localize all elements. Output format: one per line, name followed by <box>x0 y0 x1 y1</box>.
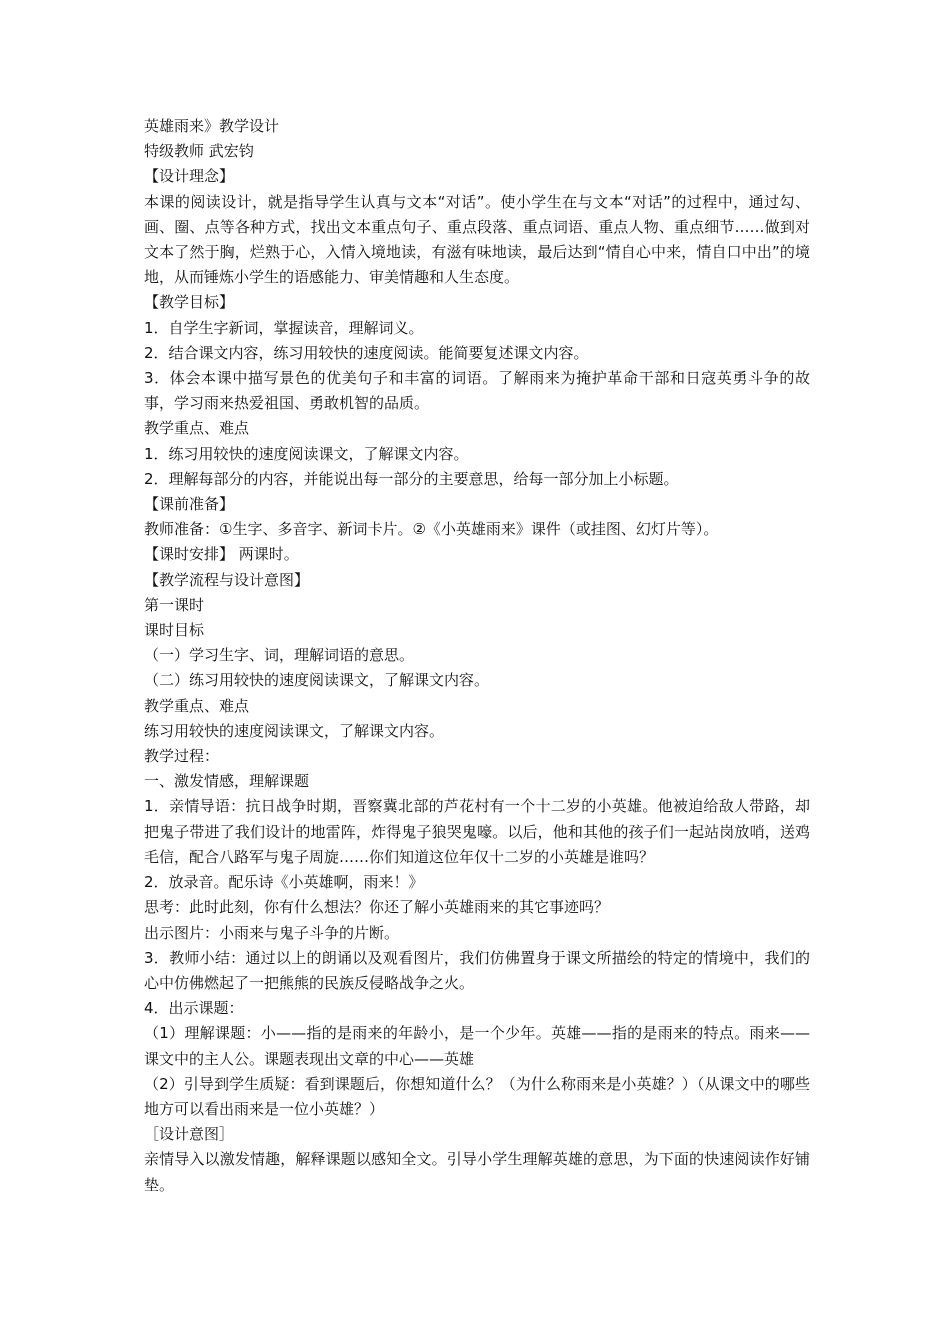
heading-process: 教学过程： <box>144 747 220 766</box>
key-point-item: 1．练习用较快的速度阅读课文，了解课文内容。 <box>144 444 469 463</box>
design-concept-paragraph: 本课的阅读设计，就是指导学生认真与文本“对话”。使小学生在与文本“对话”的过程中，通过勾、画、圈、点等各种方式，找出文本重点句子、重点段落、重点词语、重点人物、重点细节……做到对文本了然于胸，烂熟于心，入情入境地读，有滋有味地读，最后达到“情自心中来，情自口中出”的境地，从而锤炼小学生的语感能力、审美情趣和人生态度。 <box>144 192 810 287</box>
goal-item: 2．结合课文内容，练习用较快的速度阅读。能简要复述课文内容。 <box>144 343 589 362</box>
goal-item: 1．自学生字新词，掌握读音，理解词义。 <box>144 318 424 337</box>
heading-preparation: 【课前准备】 <box>144 495 235 514</box>
heading-lesson-goals: 课时目标 <box>144 621 205 640</box>
lesson-goal-item: （二）练习用较快的速度阅读课文，了解课文内容。 <box>144 671 490 690</box>
goal-item: 3．体会本课中描写景色的优美句子和丰富的词语。了解雨来为掩护革命干部和日寇英勇斗争的故事，学习雨来热爱祖国、勇敢机智的品质。 <box>144 369 810 413</box>
document-title: 英雄雨来》教学设计 <box>144 117 280 135</box>
lesson-goal-item: （一）学习生字、词，理解词语的意思。 <box>144 646 415 665</box>
step-paragraph: 2．放录音。配乐诗《小英雄啊，雨来！》 <box>144 873 424 892</box>
heading-design-intent: ［设计意图］ <box>144 1125 235 1144</box>
step-paragraph: 4．出示课题： <box>144 999 244 1018</box>
lesson-one-label: 第一课时 <box>144 595 205 614</box>
sub-step-paragraph: （1）理解课题：小——指的是雨来的年龄小，是一个少年。英雄——指的是雨来的特点。雨来——课文中的主人公。课题表现出文章的中心——英雄 <box>144 1024 810 1068</box>
heading-design-concept: 【设计理念】 <box>144 167 235 186</box>
lesson-key-text: 练习用较快的速度阅读课文，了解课文内容。 <box>144 721 445 740</box>
step-paragraph: 1．亲情导语：抗日战争时期，晋察冀北部的芦花村有一个十二岁的小英雄。他被迫给敌人带路，却把鬼子带进了我们设计的地雷阵，炸得鬼子狼哭鬼嚎。以后，他和其他的孩子们一起站岗放哨，送鸡毛信，配合八路军与鬼子周旋……你们知道这位年仅十二岁的小英雄是谁吗？ <box>144 797 810 866</box>
design-intent-paragraph: 亲情导入以激发情趣，解释课题以感知全文。引导小学生理解英雄的意思，为下面的快速阅读作好铺垫。 <box>144 1150 810 1194</box>
key-point-item: 2．理解每部分的内容，并能说出每一部分的主要意思，给每一部分加上小标题。 <box>144 469 679 488</box>
schedule-text: 【课时安排】 两课时。 <box>144 545 299 564</box>
step-one-heading: 一、激发情感，理解课题 <box>144 772 310 791</box>
show-picture-text: 出示图片：小雨来与鬼子斗争的片断。 <box>144 923 400 942</box>
think-text: 思考：此时此刻，你有什么想法？你还了解小英雄雨来的其它事迹吗？ <box>144 898 610 917</box>
heading-lesson-key: 教学重点、难点 <box>144 696 250 715</box>
step-paragraph: 3．教师小结：通过以上的朗诵以及观看图片，我们仿佛置身于课文所描绘的特定的情境中，我们的心中仿佛燃起了一把熊熊的民族反侵略战争之火。 <box>144 948 810 992</box>
document-author: 特级教师 武宏钧 <box>144 142 254 161</box>
sub-step-paragraph: （2）引导到学生质疑：看到课题后，你想知道什么？（为什么称雨来是小英雄？）（从课文中的哪些地方可以看出雨来是一位小英雄？） <box>144 1074 810 1118</box>
heading-flow: 【教学流程与设计意图】 <box>144 570 310 589</box>
heading-teaching-goals: 【教学目标】 <box>144 293 235 312</box>
preparation-text: 教师准备：①生字、多音字、新词卡片。②《小英雄雨来》课件（或挂图、幻灯片等）。 <box>144 520 719 539</box>
heading-key-points: 教学重点、难点 <box>144 419 250 438</box>
document-page <box>144 114 810 1198</box>
